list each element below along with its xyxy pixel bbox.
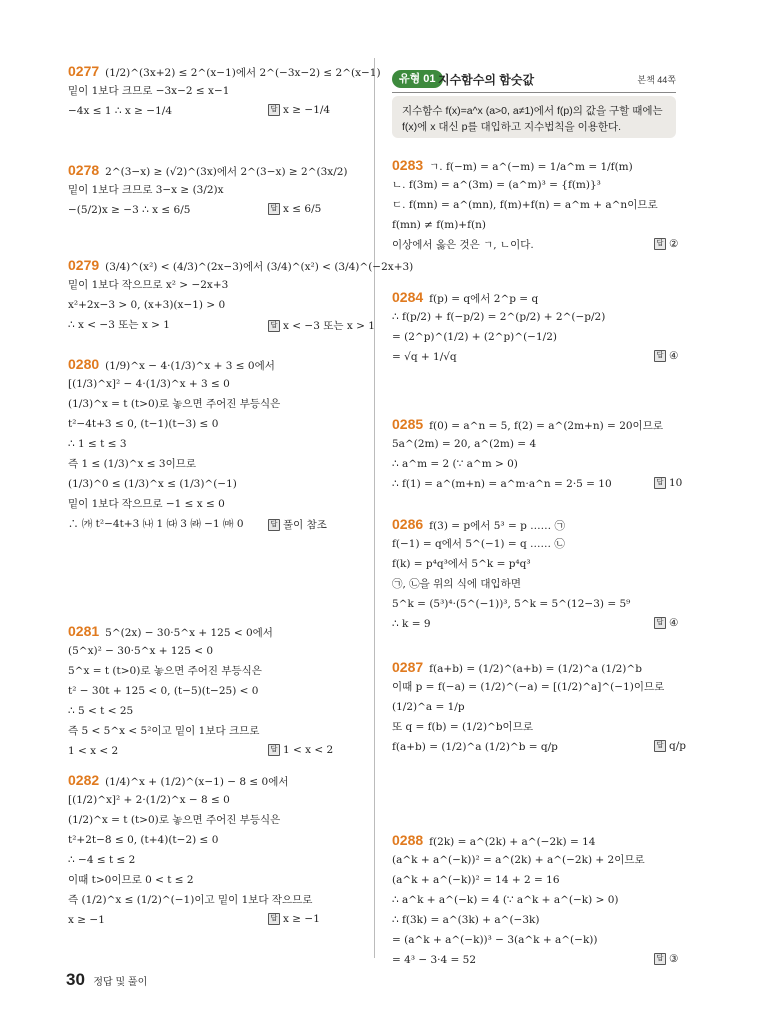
math-expression: (1/3)^x = t (t>0)로 놓으면 주어진 부등식은 [68, 398, 281, 410]
math-expression: ∴ ㈎ t²−4t+3 ㈏ 1 ㈐ 3 ㈑ −1 ㈒ 0 [68, 518, 244, 530]
solution-line [392, 310, 605, 324]
solution-line [68, 893, 312, 907]
answer-value: ③ [669, 953, 679, 965]
math-expression: (3/4)^(x²) < (4/3)^(2x−3)에서 (3/4)^(x²) < (3/4)^(−2x+3) [105, 261, 414, 273]
solution-line [68, 913, 105, 927]
math-expression: 5^x = t (t>0)로 놓으면 주어진 부등식은 [68, 665, 262, 677]
answer [654, 740, 686, 752]
math-expression: ∴ f(3k) = a^(3k) + a^(−3k) [392, 914, 540, 926]
solution-line [392, 517, 565, 533]
math-expression: (5^x)² − 30·5^x + 125 < 0 [68, 645, 214, 657]
tip-box [392, 96, 676, 138]
answer-icon: 답 [268, 744, 280, 756]
solution-line [68, 664, 262, 678]
answer [654, 477, 682, 489]
solution-line [68, 744, 118, 758]
solution-line [68, 624, 273, 640]
math-expression: 밑이 1보다 작으므로 x² > −2x+3 [68, 279, 229, 291]
solution-line [392, 290, 538, 306]
solution-line [68, 203, 190, 217]
math-expression: ∴ f(p/2) + f(−p/2) = 2^(p/2) + 2^(−p/2) [392, 311, 606, 323]
math-expression: 밑이 1보다 크므로 −3x−2 ≤ x−1 [68, 85, 230, 97]
answer [654, 350, 678, 362]
math-expression: 또 q = f(b) = (1/2)^b이므로 [392, 721, 533, 733]
solution-line [392, 680, 664, 694]
solution-line [392, 457, 518, 471]
solution-line [392, 740, 558, 754]
math-expression: 5^k = (5³)⁴·(5^(−1))³, 5^k = 5^(12−3) = 5⁹ [392, 598, 631, 610]
column-divider [374, 58, 375, 958]
type-badge: 유형 01 [392, 70, 443, 88]
answer-icon: 답 [268, 320, 280, 332]
math-expression: f(0) = a^n = 5, f(2) = a^(2m+n) = 20이므로 [429, 420, 663, 432]
solution-line [68, 318, 170, 332]
answer [268, 913, 320, 925]
solution-line [392, 158, 633, 174]
problem-number: 0288 [392, 832, 424, 848]
solution-line [68, 773, 289, 789]
math-expression: [(1/3)^x]² − 4·(1/3)^x + 3 ≤ 0 [68, 378, 230, 390]
solution-line [68, 417, 218, 431]
solution-line [392, 853, 645, 867]
problem-number: 0278 [68, 162, 100, 178]
solution-line [392, 660, 642, 676]
problem-number: 0281 [68, 623, 100, 639]
solution-line [68, 183, 224, 197]
answer-icon: 답 [654, 238, 666, 250]
solution-line [392, 893, 618, 907]
math-expression: 밑이 1보다 작으므로 −1 ≤ x ≤ 0 [68, 498, 225, 510]
math-expression: (1/2)^x = t (t>0)로 놓으면 주어진 부등식은 [68, 814, 281, 826]
solution-line [68, 377, 230, 391]
problem-number: 0279 [68, 257, 100, 273]
answer [268, 203, 321, 215]
solution-line [392, 720, 533, 734]
math-expression: (a^k + a^(−k))² = 14 + 2 = 16 [392, 874, 560, 886]
solution-line [68, 517, 244, 531]
math-expression: 5a^(2m) = 20, a^(2m) = 4 [392, 438, 537, 450]
solution-line [68, 793, 230, 807]
math-expression: ∴ k = 9 [392, 618, 431, 630]
answer [268, 517, 327, 532]
answer [268, 318, 375, 333]
math-expression: 2^(3−x) ≥ (√2)^(3x)에서 2^(3−x) ≥ 2^(3x/2) [105, 166, 348, 178]
solution-line [68, 357, 275, 373]
answer-icon: 답 [268, 203, 280, 215]
math-expression: f(a+b) = (1/2)^a (1/2)^b = q/p [392, 741, 558, 753]
solution-line [68, 397, 280, 411]
answer-icon: 답 [268, 913, 280, 925]
math-expression: ∴ −4 ≤ t ≤ 2 [68, 854, 136, 866]
problem-number: 0285 [392, 416, 424, 432]
answer-value: x ≥ −1/4 [283, 104, 331, 116]
answer-value: ② [669, 238, 679, 250]
solution-line [68, 873, 194, 887]
solution-line [68, 84, 229, 98]
math-expression: ㄱ. f(−m) = a^(−m) = 1/a^m = 1/f(m) [429, 161, 633, 173]
header-rule [392, 92, 676, 93]
section-title: 지수함수의 함숫값 [438, 73, 535, 87]
math-expression: f(2k) = a^(2k) + a^(−2k) = 14 [429, 836, 596, 848]
math-expression: (a^k + a^(−k))² = a^(2k) + a^(−2k) + 2이므로 [392, 854, 645, 866]
footer-label: 정답 및 풀이 [93, 977, 148, 988]
solution-line [68, 853, 135, 867]
answer-icon: 답 [268, 104, 280, 116]
solution-line [68, 684, 258, 698]
solution-line [392, 537, 565, 551]
math-expression: t² − 30t + 125 < 0, (t−5)(t−25) < 0 [68, 685, 259, 697]
problem-number: 0277 [68, 63, 100, 79]
solution-line [392, 617, 431, 631]
math-expression: (1/4)^x + (1/2)^(x−1) − 8 ≤ 0에서 [105, 776, 289, 788]
answer-icon: 답 [654, 477, 666, 489]
answer-icon: 답 [654, 740, 666, 752]
solution-line [392, 873, 560, 887]
solution-line [392, 913, 539, 927]
solution-line [392, 833, 595, 849]
math-expression: [(1/2)^x]² + 2·(1/2)^x − 8 ≤ 0 [68, 794, 230, 806]
math-expression: ∴ f(1) = a^(m+n) = a^m·a^n = 2·5 = 10 [392, 478, 612, 490]
answer-value: 1 < x < 2 [283, 744, 334, 756]
math-expression: f(−1) = q에서 5^(−1) = q …… ㉡ [392, 538, 565, 550]
math-expression: 이상에서 옳은 것은 ㄱ, ㄴ이다. [392, 239, 534, 251]
math-expression: 이때 p = f(−a) = (1/2)^(−a) = [(1/2)^a]^(−1)이므로 [392, 681, 665, 693]
solution-line [68, 833, 218, 847]
problem-number: 0287 [392, 659, 424, 675]
math-expression: 즉 5 < 5^x < 5²이고 밑이 1보다 크므로 [68, 725, 260, 737]
answer-value: 10 [669, 477, 683, 489]
problem-number: 0282 [68, 772, 100, 788]
answer-value: q/p [669, 740, 686, 752]
solution-line [68, 258, 413, 274]
math-expression: ㉠, ㉡을 위의 식에 대입하면 [392, 578, 521, 590]
solution-line [392, 198, 658, 212]
tip-line: f(x)에 x 대신 p를 대입하고 지수법칙을 이용한다. [402, 121, 622, 133]
answer [268, 744, 333, 756]
solution-line [68, 704, 133, 718]
solution-line [392, 330, 557, 344]
solution-line [68, 298, 225, 312]
answer-icon: 답 [654, 350, 666, 362]
solution-line [392, 477, 612, 491]
math-expression: 5^(2x) − 30·5^x + 125 < 0에서 [105, 627, 273, 639]
math-expression: 즉 1 ≤ (1/3)^x ≤ 3이므로 [68, 458, 197, 470]
solution-line [392, 218, 486, 232]
answer-value: 풀이 참조 [283, 519, 327, 531]
solution-line [392, 178, 601, 192]
solution-line [68, 724, 259, 738]
answer [654, 953, 678, 965]
answer-value: x ≥ −1 [283, 913, 320, 925]
solution-line [68, 457, 196, 471]
math-expression: f(k) = p⁴q³에서 5^k = p⁴q³ [392, 558, 531, 570]
problem-number: 0286 [392, 516, 424, 532]
section-header [392, 70, 676, 90]
solution-line [68, 64, 381, 80]
math-expression: = √q + 1/√q [392, 351, 457, 363]
solution-line [392, 933, 598, 947]
math-expression: −4x ≤ 1 ∴ x ≥ −1/4 [68, 105, 173, 117]
solution-line [68, 644, 213, 658]
answer [654, 238, 678, 250]
math-expression: ∴ 1 ≤ t ≤ 3 [68, 438, 127, 450]
math-expression: −(5/2)x ≥ −3 ∴ x ≤ 6/5 [68, 204, 191, 216]
math-expression: (1/2)^(3x+2) ≤ 2^(x−1)에서 2^(−3x−2) ≤ 2^(x−1) [105, 67, 381, 79]
solution-line [392, 557, 531, 571]
math-expression: ∴ a^k + a^(−k) = 4 (∵ a^k + a^(−k) > 0) [392, 894, 619, 906]
answer-value: x ≤ 6/5 [283, 203, 322, 215]
math-expression: t²+2t−8 ≤ 0, (t+4)(t−2) ≤ 0 [68, 834, 219, 846]
math-expression: x ≥ −1 [68, 914, 105, 926]
math-expression: f(3) = p에서 5³ = p …… ㉠ [429, 520, 565, 532]
solution-line [68, 278, 228, 292]
textbook-reference: 본책 44쪽 [637, 75, 676, 85]
math-expression: 이때 t>0이므로 0 < t ≤ 2 [68, 874, 194, 886]
solution-line [392, 350, 457, 364]
math-expression: ∴ a^m = 2 (∵ a^m > 0) [392, 458, 518, 470]
math-expression: 밑이 1보다 크므로 3−x ≥ (3/2)x [68, 184, 224, 196]
solution-line [68, 477, 237, 491]
solution-line [392, 597, 630, 611]
solution-line [392, 238, 534, 252]
math-expression: ㄷ. f(mn) = a^(mn), f(m)+f(n) = a^m + a^n이므로 [392, 199, 658, 211]
math-expression: 즉 (1/2)^x ≤ (1/2)^(−1)이고 밑이 1보다 작으므로 [68, 894, 313, 906]
math-expression: (1/2)^a = 1/p [392, 701, 465, 713]
math-expression: = (a^k + a^(−k))³ − 3(a^k + a^(−k)) [392, 934, 598, 946]
answer-icon: 답 [654, 617, 666, 629]
solution-line [68, 437, 127, 451]
solution-line [392, 437, 536, 451]
math-expression: 1 < x < 2 [68, 745, 119, 757]
page-footer [66, 970, 147, 990]
problem-number: 0284 [392, 289, 424, 305]
solution-line [68, 163, 348, 179]
problem-number: 0280 [68, 356, 100, 372]
math-expression: = (2^p)^(1/2) + (2^p)^(−1/2) [392, 331, 557, 343]
solution-line [68, 497, 225, 511]
math-expression: (1/3)^0 ≤ (1/3)^x ≤ (1/3)^(−1) [68, 478, 237, 490]
answer-value: ④ [669, 617, 679, 629]
math-expression: (1/9)^x − 4·(1/3)^x + 3 ≤ 0에서 [105, 360, 275, 372]
math-expression: ㄴ. f(3m) = a^(3m) = (a^m)³ = {f(m)}³ [392, 179, 601, 191]
answer-value: ④ [669, 350, 679, 362]
math-expression: ∴ 5 < t < 25 [68, 705, 134, 717]
solution-line [392, 417, 663, 433]
solution-line [68, 104, 172, 118]
math-expression: f(a+b) = (1/2)^(a+b) = (1/2)^a (1/2)^b [429, 663, 642, 675]
math-expression: f(p) = q에서 2^p = q [429, 293, 539, 305]
solution-line [392, 577, 521, 591]
answer-icon: 답 [654, 953, 666, 965]
math-expression: f(mn) ≠ f(m)+f(n) [392, 219, 486, 231]
math-expression: x²+2x−3 > 0, (x+3)(x−1) > 0 [68, 299, 226, 311]
answer [654, 617, 678, 629]
problem-number: 0283 [392, 157, 424, 173]
answer-value: x < −3 또는 x > 1 [283, 320, 375, 332]
math-expression: t²−4t+3 ≤ 0, (t−1)(t−3) ≤ 0 [68, 418, 219, 430]
math-expression: ∴ x < −3 또는 x > 1 [68, 319, 170, 331]
math-expression: = 4³ − 3·4 = 52 [392, 954, 477, 966]
answer [268, 104, 330, 116]
tip-line: 지수함수 f(x)=a^x (a>0, a≠1)에서 f(p)의 값을 구할 때에는 [402, 105, 663, 117]
solution-line [68, 813, 280, 827]
answer-icon: 답 [268, 519, 280, 531]
page-number: 30 [66, 970, 85, 989]
solution-line [392, 700, 465, 714]
solution-line [392, 953, 476, 967]
